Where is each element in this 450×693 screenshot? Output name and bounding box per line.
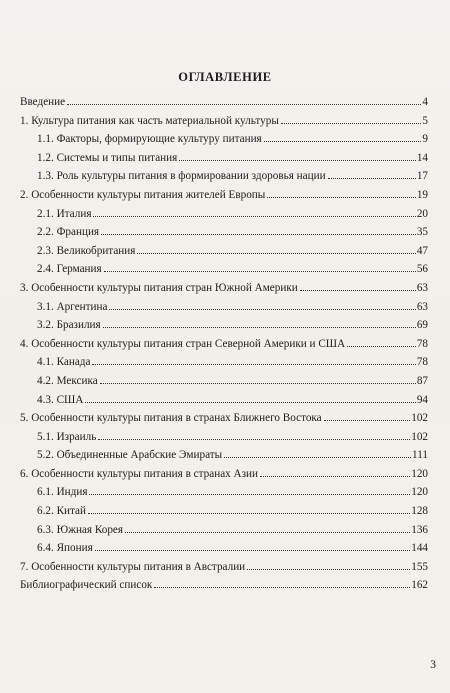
toc-entry-label: 6.2. Китай [37,505,87,518]
toc-entry-page: 63 [416,300,428,313]
toc-entry [20,133,428,152]
toc-entry-page: 17 [416,170,428,183]
dot-leader [100,383,416,384]
toc-entry [20,96,428,115]
toc-entry-label: 6.4. Япония [37,542,93,555]
dot-leader [328,178,416,179]
toc-entry-page: 162 [411,579,428,592]
toc-entry [20,486,428,505]
toc-entry-page: 111 [412,449,428,462]
toc-entry-label: 2.4. Германия [37,263,102,276]
dot-leader [300,290,416,291]
dot-leader [347,346,416,347]
toc-entry [20,152,428,171]
toc-entry [20,431,428,450]
toc-entry [20,338,428,357]
toc-entry [20,208,428,227]
toc-entry [20,245,428,264]
toc-entry [20,542,428,561]
dot-leader [98,439,410,440]
toc-entry [20,505,428,524]
toc-entry-label: 1.1. Факторы, формирующие культуру питания [37,133,262,146]
toc-entry-label: 4. Особенности культуры питания стран Северной Америки и США [20,337,346,350]
dot-leader [93,216,415,217]
toc-entry-label: 4.1. Канада [37,356,91,369]
toc-entry-label: 2.1. Италия [37,207,92,220]
toc-entry-label: 7. Особенности культуры питания в Австралии [20,560,246,573]
toc-entry-page: 63 [416,281,428,294]
toc-entry-page: 120 [411,467,428,480]
toc-entry [20,579,428,598]
dot-leader [109,309,415,310]
toc-entry-page: 94 [416,393,428,406]
toc-entry-label: 5.1. Израиль [37,430,97,443]
toc-entry [20,375,428,394]
toc-entry-label: 3.1. Аргентина [37,300,108,313]
toc-entry-page: 69 [416,319,428,332]
toc-entry-label: 1. Культура питания как часть материальной культуры [20,114,279,127]
toc-entry-label: 6.3. Южная Корея [37,523,124,536]
toc-entry-label: Введение [20,96,66,108]
toc-entry [20,189,428,208]
dot-leader [260,476,410,477]
dot-leader [179,160,416,161]
toc-entry-label: 2. Особенности культуры питания жителей Европы [20,188,266,201]
toc-entry-page: 78 [416,337,428,350]
toc-entry-label: 2.3. Великобритания [37,244,136,257]
toc-entry [20,263,428,282]
toc-entry [20,394,428,413]
toc-entry [20,412,428,431]
toc-entry [20,449,428,468]
dot-leader [89,494,410,495]
toc-entry-page: 5 [422,114,428,127]
toc-entry-page: 120 [411,486,428,499]
toc-entry-label: 6.1. Индия [37,486,88,499]
toc-entry-page: 136 [411,523,428,536]
dot-leader [224,457,411,458]
dot-leader [267,197,416,198]
toc-entry [20,356,428,375]
toc-entry-page: 9 [422,133,428,146]
toc-entry-page: 35 [416,226,428,239]
dot-leader [324,420,411,421]
dot-leader [264,141,422,142]
dot-leader [281,123,422,124]
toc-entry-page: 56 [416,263,428,276]
toc-entry [20,301,428,320]
toc-entry-label: 6. Особенности культуры питания в странах Азии [20,467,259,480]
toc-entry-page: 19 [416,188,428,201]
toc-entry [20,561,428,580]
toc-entry [20,226,428,245]
toc-entry-page: 4 [422,96,428,108]
dot-leader [95,550,410,551]
table-of-contents [20,96,428,598]
toc-entry-label: 5.2. Объединенные Арабские Эмираты [37,449,223,462]
toc-entry-page: 20 [416,207,428,220]
toc-entry [20,115,428,134]
toc-entry-label: 3. Особенности культуры питания стран Южной Америки [20,281,298,294]
toc-entry-label: 1.3. Роль культуры питания в формировании здоровья нации [37,170,326,183]
page-number: 3 [430,659,436,671]
toc-entry-label: 5. Особенности культуры питания в странах Ближнего Востока [20,412,322,425]
dot-leader [154,587,410,588]
toc-entry-page: 102 [411,430,428,443]
toc-entry-page: 155 [411,560,428,573]
toc-entry-label: Библиографический список [20,579,153,592]
toc-entry-page: 87 [416,374,428,387]
toc-entry [20,282,428,301]
dot-leader [137,253,415,254]
toc-entry [20,170,428,189]
toc-entry [20,319,428,338]
toc-entry-label: 4.2. Мексика [37,374,98,387]
toc-entry-page: 78 [416,356,428,369]
page-title: ОГЛАВЛЕНИЕ [178,70,272,84]
dot-leader [67,104,421,105]
dot-leader [103,327,416,328]
toc-entry-label: 1.2. Системы и типы питания [37,151,178,164]
toc-entry-page: 144 [411,542,428,555]
toc-entry-page: 14 [416,151,428,164]
dot-leader [85,402,415,403]
toc-entry-page: 102 [411,412,428,425]
toc-entry-label: 4.3. США [37,393,84,406]
dot-leader [88,513,410,514]
dot-leader [104,271,416,272]
toc-entry-label: 2.2. Франция [37,226,100,239]
dot-leader [247,569,410,570]
toc-entry-page: 128 [411,505,428,518]
dot-leader [92,364,415,365]
toc-entry [20,524,428,543]
dot-leader [125,532,410,533]
toc-entry [20,468,428,487]
toc-entry-label: 3.2. Бразилия [37,319,101,332]
toc-entry-page: 47 [416,244,428,257]
dot-leader [101,234,416,235]
